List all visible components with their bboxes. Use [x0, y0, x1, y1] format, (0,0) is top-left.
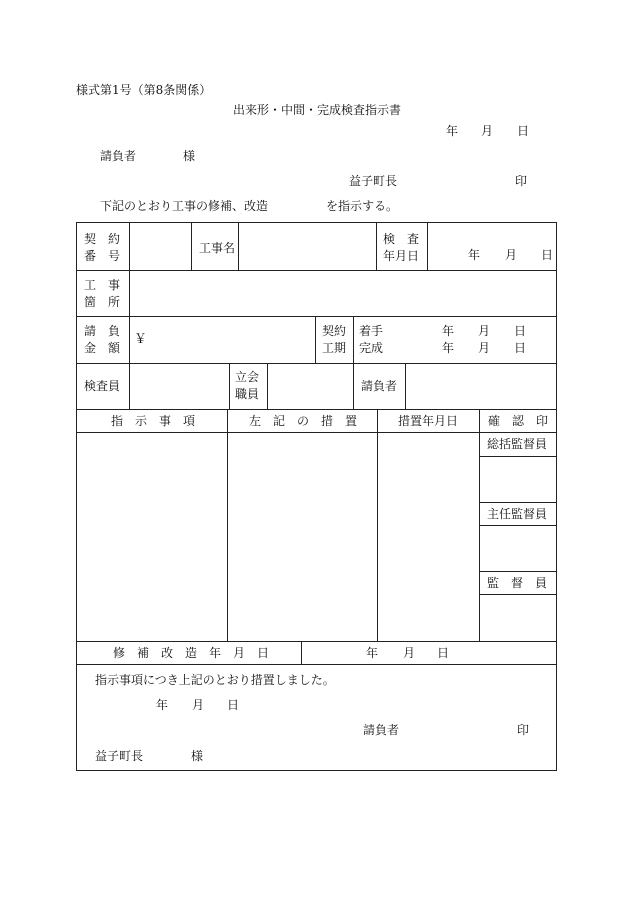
instruction-post: を指示する。 — [326, 199, 399, 213]
general-supervisor-label: 総括監督員 — [487, 437, 548, 451]
header-date-year: 年 — [446, 124, 459, 138]
contract-no-label-2: 番 号 — [84, 249, 121, 263]
report-text: 指示事項につき上記のとおり措置しました。 — [95, 673, 335, 687]
row-line — [77, 432, 556, 433]
row-line — [479, 571, 556, 572]
form-number: 様式第1号（第8条関係） — [76, 83, 212, 97]
row-line — [77, 409, 556, 410]
col-line — [427, 223, 428, 270]
contractor-sama: 様 — [183, 149, 196, 163]
start-year: 年 — [442, 324, 455, 338]
witness-label-2: 職員 — [235, 387, 260, 401]
col-line — [229, 363, 230, 409]
col-line — [377, 409, 378, 641]
repair-month: 月 — [403, 646, 416, 660]
project-name-label: 工事名 — [199, 241, 236, 255]
report-month: 月 — [192, 698, 205, 712]
col-line — [315, 316, 316, 363]
inspector-label: 検査員 — [84, 379, 121, 393]
col-line — [353, 316, 354, 363]
report-mayor-sama: 様 — [191, 749, 204, 763]
start-day: 日 — [514, 324, 527, 338]
header-date-day: 日 — [517, 124, 530, 138]
inspection-form-table — [76, 222, 557, 771]
col-line — [301, 641, 302, 664]
report-year: 年 — [156, 698, 169, 712]
col-line — [129, 223, 130, 270]
finish-day: 日 — [514, 341, 527, 355]
col-line — [405, 363, 406, 409]
chief-supervisor-label: 主任監督員 — [487, 507, 548, 521]
header-date-month: 月 — [481, 124, 494, 138]
col-header-measure-date: 措置年月日 — [398, 414, 459, 428]
report-day: 日 — [227, 698, 240, 712]
col-line — [129, 363, 130, 409]
row-line — [77, 270, 556, 271]
col-header-confirm: 確 認 印 — [488, 414, 549, 428]
col-line — [227, 409, 228, 641]
inspect-day: 日 — [541, 248, 554, 262]
row4-contractor-label: 請負者 — [361, 379, 398, 393]
col-line — [353, 363, 354, 409]
amount-label-2: 金 額 — [84, 341, 121, 355]
col-line — [129, 316, 130, 363]
supervisor-label: 監 督 員 — [487, 576, 548, 590]
site-label-2: 箇 所 — [84, 295, 121, 309]
col-line — [129, 270, 130, 316]
repair-year: 年 — [366, 646, 379, 660]
row-line — [479, 502, 556, 503]
finish-year: 年 — [442, 341, 455, 355]
col-line — [376, 223, 377, 270]
report-seal: 印 — [517, 723, 530, 737]
row-line — [77, 363, 556, 364]
contractor-label: 請負者 — [100, 149, 137, 163]
site-label-1: 工 事 — [84, 278, 121, 292]
row-line — [479, 594, 556, 595]
row-line — [479, 456, 556, 457]
yen-symbol: ￥ — [134, 332, 148, 347]
col-line — [238, 223, 239, 270]
col-header-instruction: 指 示 事 項 — [111, 414, 196, 428]
mayor-seal: 印 — [515, 174, 528, 188]
finish-label: 完成 — [359, 341, 384, 355]
row-line — [77, 641, 556, 642]
mayor-label: 益子町長 — [349, 174, 398, 188]
report-mayor-label: 益子町長 — [95, 749, 144, 763]
inspect-date-label-1: 検 査 — [383, 232, 420, 246]
col-line — [479, 409, 480, 641]
amount-label-1: 請 負 — [84, 324, 121, 338]
col-line — [191, 223, 192, 270]
row-line — [479, 525, 556, 526]
period-label-1: 契約 — [322, 324, 347, 338]
inspect-month: 月 — [505, 248, 518, 262]
witness-label-1: 立会 — [235, 370, 260, 384]
inspect-year: 年 — [468, 248, 481, 262]
row-line — [77, 316, 556, 317]
inspect-date-label-2: 年月日 — [383, 249, 420, 263]
finish-month: 月 — [478, 341, 491, 355]
repair-day: 日 — [437, 646, 450, 660]
col-header-measure: 左 記 の 措 置 — [249, 414, 358, 428]
start-label: 着手 — [359, 324, 384, 338]
report-contractor-label: 請負者 — [363, 723, 400, 737]
row-line — [77, 664, 556, 665]
period-label-2: 工期 — [322, 341, 347, 355]
repair-date-label: 修 補 改 造 年 月 日 — [113, 646, 270, 660]
page-title: 出来形・中間・完成検査指示書 — [233, 103, 402, 117]
contract-no-label-1: 契 約 — [84, 232, 121, 246]
instruction-pre: 下記のとおり工事の修補、改造 — [100, 199, 269, 213]
start-month: 月 — [478, 324, 491, 338]
col-line — [267, 363, 268, 409]
